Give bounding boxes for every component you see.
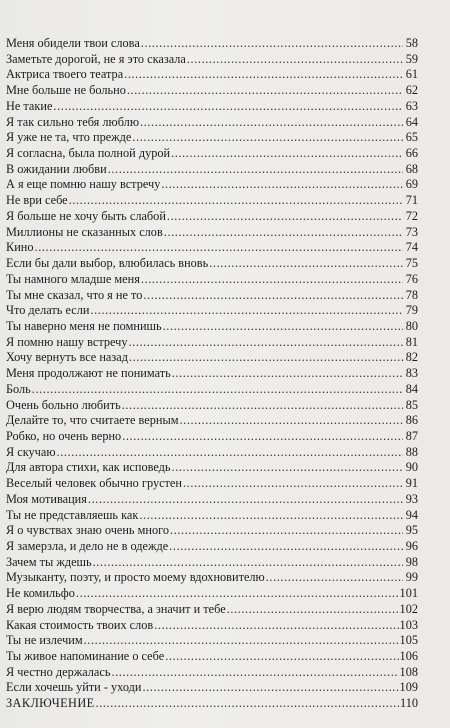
toc-entry — [6, 36, 418, 52]
toc-entry — [6, 696, 418, 712]
toc-entry-title: Ты живое напоминание о себе — [6, 649, 165, 664]
dot-leader — [161, 177, 403, 193]
toc-entry-page-number: 82 — [405, 350, 418, 365]
toc-entry-page-number: 102 — [399, 601, 418, 616]
toc-entry-page-number: 76 — [405, 271, 418, 286]
toc-entry-page-number: 110 — [400, 696, 418, 711]
toc-entry-title: Миллионы не сказанных слов — [6, 224, 163, 239]
toc-entry-page-number: 61 — [405, 67, 418, 82]
toc-entry-page-number: 94 — [405, 507, 418, 522]
toc-entry — [6, 429, 418, 445]
dot-leader — [167, 209, 403, 225]
toc-entry — [6, 413, 418, 429]
toc-entry-title: Я честно держалась — [6, 664, 111, 679]
dot-leader — [57, 445, 403, 461]
dot-leader — [165, 649, 398, 665]
toc-entry — [6, 460, 418, 476]
toc-entry-title: Актриса твоего театра — [6, 67, 124, 82]
toc-entry — [6, 649, 418, 665]
toc-entry — [6, 146, 418, 162]
toc-entry — [6, 555, 418, 571]
dot-leader — [187, 52, 403, 68]
toc-entry — [6, 570, 418, 586]
toc-entry-title: Я скучаю — [6, 444, 56, 459]
dot-leader — [227, 602, 399, 618]
toc-entry — [6, 115, 418, 131]
dot-leader — [124, 67, 403, 83]
dot-leader — [172, 460, 403, 476]
toc-entry-title: Боль — [6, 381, 31, 396]
dot-leader — [163, 319, 403, 335]
toc-entry-page-number: 101 — [399, 586, 418, 601]
toc-entry — [6, 618, 418, 634]
toc-entry-page-number: 87 — [405, 428, 418, 443]
dot-leader — [129, 350, 403, 366]
toc-entry-title: Я согласна, была полной дурой — [6, 146, 171, 161]
dot-leader — [132, 130, 403, 146]
toc-entry-title: Меня обидели твои слова — [6, 36, 140, 50]
dot-leader — [69, 193, 403, 209]
dot-leader — [122, 398, 403, 414]
dot-leader — [127, 83, 403, 99]
toc-entry-page-number: 72 — [405, 208, 418, 223]
dot-leader — [96, 696, 399, 712]
toc-entry-title: Музыканту, поэту, и просто моему вдохновителю — [6, 570, 265, 585]
toc-entry — [6, 335, 418, 351]
toc-entry-page-number: 96 — [405, 539, 418, 553]
toc-entry-title: Я больше не хочу быть слабой — [6, 208, 166, 223]
toc-entry-title: Я уже не та, что прежде — [6, 130, 132, 145]
dot-leader — [141, 272, 403, 288]
toc-entry — [6, 382, 418, 398]
toc-entry-title: Заметьте дорогой, не я это сказала — [6, 51, 186, 66]
dot-leader — [90, 303, 403, 319]
toc-entry — [6, 303, 418, 319]
toc-entry — [6, 445, 418, 461]
dot-leader — [209, 256, 403, 272]
toc-entry — [6, 350, 418, 366]
toc-entry-page-number: 103 — [399, 617, 418, 632]
toc-entry-page-number: 75 — [405, 256, 418, 271]
dot-leader — [108, 162, 403, 178]
dot-leader — [180, 413, 404, 429]
toc-entry — [6, 99, 418, 115]
toc-entry-title: Ты наверно меня не помнишь — [6, 318, 162, 333]
toc-entry — [6, 633, 418, 649]
dot-leader — [76, 586, 399, 602]
toc-entry-page-number: 62 — [405, 83, 418, 98]
dot-leader — [139, 508, 403, 524]
toc-entry — [6, 366, 418, 382]
toc-entry-page-number: 105 — [399, 633, 418, 648]
toc-entry — [6, 193, 418, 209]
toc-entry-title: Я так сильно тебя люблю — [6, 114, 140, 129]
toc-entry-page-number: 79 — [405, 303, 418, 318]
toc-entry-title: В ожидании любви — [6, 161, 107, 176]
toc-entry — [6, 209, 418, 225]
toc-entry-page-number: 98 — [405, 554, 418, 569]
toc-entry-page-number: 80 — [405, 318, 418, 333]
dot-leader — [141, 36, 403, 52]
toc-entry-page-number: 78 — [405, 287, 418, 302]
toc-entry-page-number: 90 — [405, 460, 418, 475]
toc-entry-title: ЗАКЛЮЧЕНИЕ — [6, 696, 95, 711]
toc-entry-title: Я замерзла, и дело не в одежде — [6, 539, 169, 553]
toc-entry-title: Какая стоимость твоих слов — [6, 617, 154, 632]
table-of-contents — [6, 36, 418, 712]
toc-entry-page-number: 63 — [405, 98, 418, 113]
toc-entry — [6, 319, 418, 335]
toc-entry — [6, 240, 418, 256]
toc-entry — [6, 586, 418, 602]
toc-entry — [6, 492, 418, 508]
toc-entry — [6, 177, 418, 193]
toc-entry-page-number: 58 — [405, 36, 418, 50]
dot-leader — [35, 240, 403, 256]
dot-leader — [142, 680, 398, 696]
toc-entry — [6, 476, 418, 492]
toc-entry-page-number: 73 — [405, 224, 418, 239]
toc-entry-page-number: 74 — [405, 240, 418, 255]
toc-entry — [6, 539, 418, 555]
toc-entry-title: Очень больно любить — [6, 397, 121, 412]
dot-leader — [143, 288, 403, 304]
toc-entry-page-number: 91 — [405, 476, 418, 491]
toc-entry-page-number: 99 — [405, 570, 418, 585]
toc-entry-page-number: 88 — [405, 444, 418, 459]
dot-leader — [154, 618, 398, 634]
dot-leader — [164, 225, 403, 241]
toc-entry-page-number: 95 — [405, 523, 418, 538]
dot-leader — [93, 555, 403, 571]
toc-entry-title: Ты не излечим — [6, 633, 83, 648]
toc-entry-page-number: 93 — [405, 491, 418, 506]
toc-entry-title: Моя мотивация — [6, 491, 87, 506]
toc-entry-title: Если бы дали выбор, влюбилась вновь — [6, 256, 209, 271]
toc-entry-title: Я помню нашу встречу — [6, 334, 128, 349]
toc-entry — [6, 288, 418, 304]
toc-entry-page-number: 68 — [405, 161, 418, 176]
dot-leader — [128, 335, 403, 351]
toc-entry — [6, 256, 418, 272]
toc-entry-page-number: 86 — [405, 413, 418, 428]
toc-entry-page-number: 84 — [405, 381, 418, 396]
toc-entry-page-number: 83 — [405, 366, 418, 381]
toc-entry — [6, 130, 418, 146]
toc-entry-title: Не ври себе — [6, 193, 68, 208]
dot-leader — [53, 99, 403, 115]
toc-entry — [6, 680, 418, 696]
toc-entry-title: Мне больше не больно — [6, 83, 126, 98]
toc-entry-title: Что делать если — [6, 303, 90, 318]
toc-entry-page-number: 65 — [405, 130, 418, 145]
toc-entry-page-number: 108 — [399, 664, 418, 679]
dot-leader — [32, 382, 403, 398]
toc-entry-title: Меня продолжают не понимать — [6, 366, 171, 381]
dot-leader — [183, 476, 403, 492]
toc-entry-title: А я еще помню нашу встречу — [6, 177, 161, 192]
dot-leader — [84, 633, 399, 649]
toc-entry-page-number: 69 — [405, 177, 418, 192]
toc-entry — [6, 272, 418, 288]
toc-entry — [6, 67, 418, 83]
toc-entry — [6, 225, 418, 241]
dot-leader — [172, 366, 403, 382]
toc-entry-title: Ты мне сказал, что я не то — [6, 287, 143, 302]
toc-entry — [6, 398, 418, 414]
toc-entry-page-number: 85 — [405, 397, 418, 412]
toc-entry-page-number: 59 — [405, 51, 418, 66]
toc-entry-title: Не такие — [6, 98, 53, 113]
toc-entry-title: Если хочешь уйти - уходи — [6, 680, 142, 695]
toc-entry — [6, 83, 418, 99]
dot-leader — [171, 146, 403, 162]
toc-entry-title: Хочу вернуть все назад — [6, 350, 128, 365]
toc-entry — [6, 508, 418, 524]
toc-entry-page-number: 109 — [399, 680, 418, 695]
toc-entry-page-number: 106 — [399, 649, 418, 664]
dot-leader — [122, 429, 403, 445]
toc-entry-title: Веселый человек обычно грустен — [6, 476, 182, 491]
dot-leader — [111, 665, 398, 681]
dot-leader — [266, 570, 403, 586]
dot-leader — [88, 492, 403, 508]
toc-entry — [6, 52, 418, 68]
toc-entry-title: Ты намного младше меня — [6, 271, 140, 286]
toc-entry-title: Не комильфо — [6, 586, 75, 601]
dot-leader — [140, 115, 403, 131]
toc-entry — [6, 665, 418, 681]
toc-entry-title: Ты не представляешь как — [6, 507, 139, 522]
toc-entry — [6, 162, 418, 178]
dot-leader — [170, 523, 403, 539]
toc-entry — [6, 523, 418, 539]
toc-entry-page-number: 64 — [405, 114, 418, 129]
dot-leader — [169, 539, 403, 555]
toc-entry-page-number: 66 — [405, 146, 418, 161]
toc-entry-page-number: 71 — [405, 193, 418, 208]
toc-entry-title: Зачем ты ждешь — [6, 554, 92, 569]
toc-entry-title: Кино — [6, 240, 34, 255]
toc-entry-title: Робко, но очень верно — [6, 428, 122, 443]
toc-entry-title: Я о чувствах знаю очень много — [6, 523, 170, 538]
toc-entry-title: Я верю людям творчества, а значит и тебе — [6, 601, 226, 616]
toc-entry-title: Делайте то, что считаете верным — [6, 413, 179, 428]
toc-entry-page-number: 81 — [405, 334, 418, 349]
toc-entry — [6, 602, 418, 618]
toc-entry-title: Для автора стихи, как исповедь — [6, 460, 171, 475]
